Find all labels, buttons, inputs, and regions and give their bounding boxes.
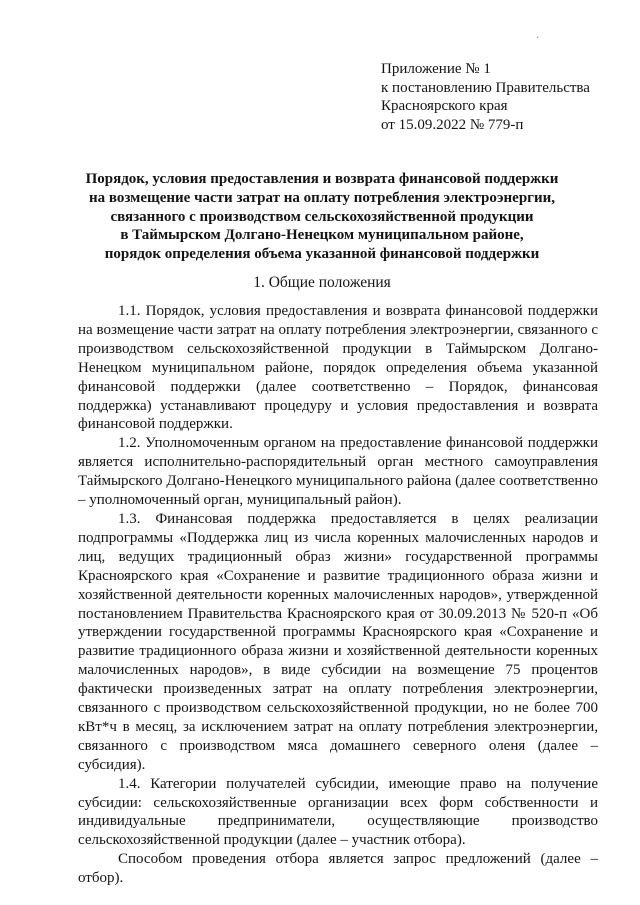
paragraph-1-3: 1.3. Финансовая поддержка предоставляется в целях реализации подпрограммы «Поддержка лиц из числа коренных малочисленных народов и лиц, ведущих традиционный образ жизни» государственной программы Красноярского края «Сохранение и развитие традиционного образа жизни и хозяйственной деятельности коренных малочисленных народов», утвержденной постановлением Правительства Красноярского края от 30.09.2013 № 520-п «Об утверждении государственной программы Красноярского края «Сохранение и развитие традиционного образа жизни и хозяйственной деятельности коренных малочисленных народов», в виде субсидии на возмещение 75 процентов фактически произведенных затрат на оплату потребления электроэнергии, связанного с производством сельскохозяйственной продукции, но не более 700 кВт*ч в месяц, за исключением затрат на оплату потребления электроэнергии, связанного с производством мяса домашнего северного оленя (далее – субсидия).	[78, 510, 598, 773]
appendix-line: Приложение № 1	[381, 61, 491, 77]
title-line: связанного с производством сельскохозяйственной продукции	[110, 208, 534, 225]
appendix-line: Красноярского края	[381, 98, 508, 114]
paragraph-1-4: 1.4. Категории получателей субсидии, имеющие право на получение субсидии: сельскохозяйственные организации всех форм собственности и индивидуальные предприниматели, осуществляющие производство сельскохозяйственной продукции (далее – участник отбора).	[78, 775, 598, 849]
title-line: Порядок, условия предоставления и возврата финансовой поддержки	[85, 171, 559, 187]
section-heading: 1. Общие положения	[253, 274, 391, 291]
appendix-line: к постановлению Правительства	[381, 79, 590, 96]
paragraph-selection-method: Способом проведения отбора является запрос предложений (далее – отбор).	[78, 851, 598, 887]
title-line: порядок определения объема указанной финансовой поддержки	[104, 246, 540, 263]
paragraph-1-1: 1.1. Порядок, условия предоставления и возврата финансовой поддержки на возмещение части затрат на оплату потребления электроэнергии, связанного с производством сельскохозяйственной продукции в Таймырском Долгано-Ненецком муниципальном районе, порядок определения объема указанной финансовой поддержки (далее соответственно – Порядок, финансовая поддержка) устанавливают процедуру и условия предоставления и возврата финансовой поддержки.	[78, 303, 598, 433]
appendix-line: от 15.09.2022 № 779-п	[381, 116, 524, 133]
document-body	[78, 302, 598, 888]
appendix-block	[381, 60, 621, 134]
title-line: в Таймырском Долгано-Ненецком муниципальном районе,	[120, 227, 524, 244]
document-title	[78, 170, 566, 264]
paragraph-1-2: 1.2. Уполномоченным органом на предоставление финансовой поддержки является исполнительно-распорядительный орган местного самоуправления Таймырского Долгано-Ненецкого муниципального района (далее соответственно – уполномоченный орган, муниципальный район).	[78, 435, 598, 509]
title-line: на возмещение части затрат на оплату потребления электроэнергии,	[88, 189, 556, 206]
corner-mark: ´	[536, 36, 540, 47]
